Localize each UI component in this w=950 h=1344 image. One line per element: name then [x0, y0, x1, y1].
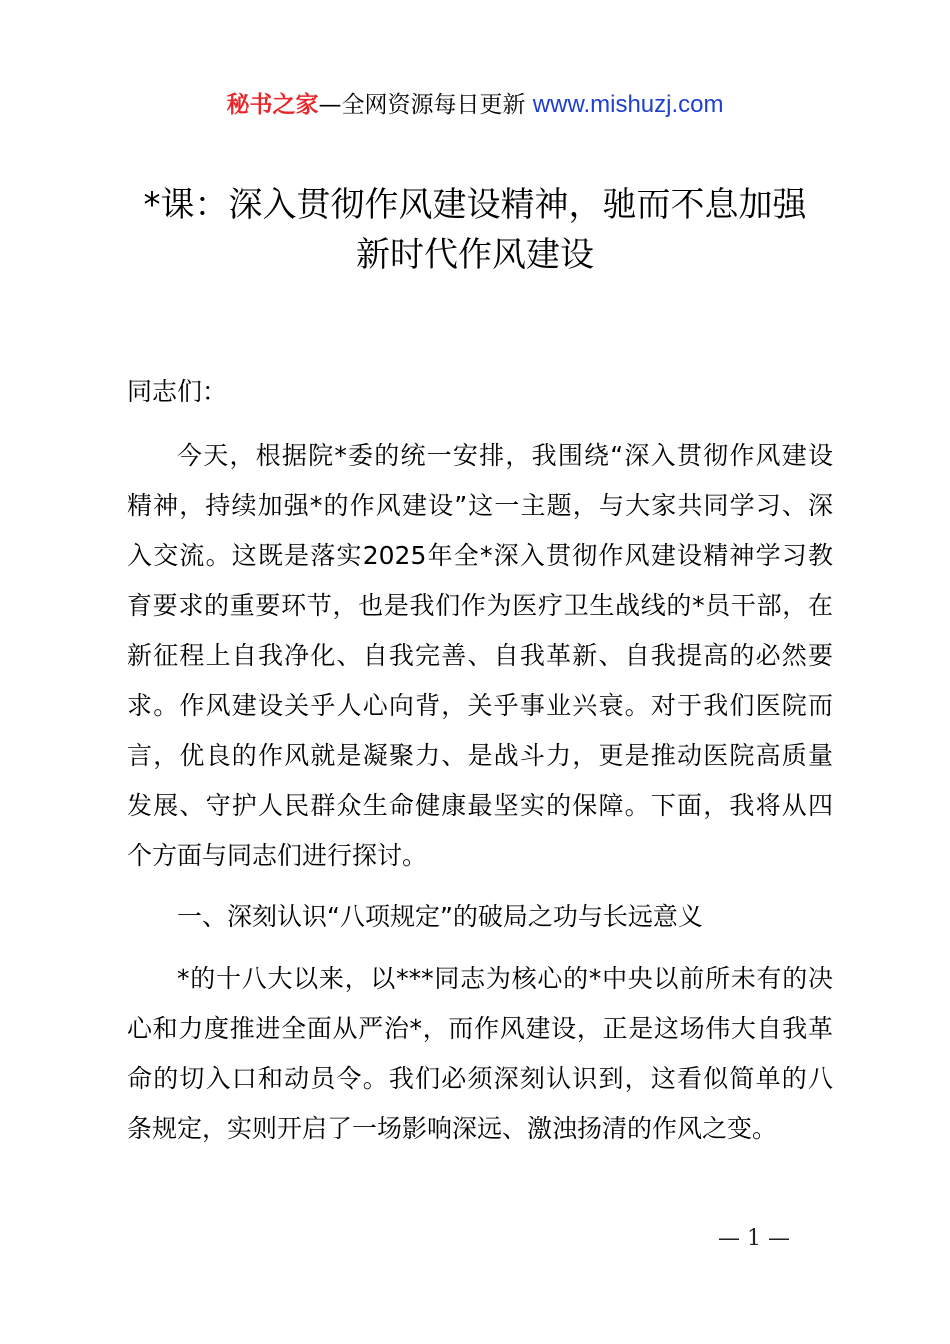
- paragraph-line: *的十八大以来，以***同志为核心的*中央以前所未有的决: [177, 964, 833, 993]
- paragraph-line: 心和力度推进全面从严治*，而作风建设，正是这场伟大自我革: [127, 1014, 833, 1043]
- paragraph-line: 发展、守护人民群众生命健康最坚实的保障。下面，我将从四: [127, 791, 833, 820]
- site-brand: 秘书之家: [226, 92, 319, 118]
- page-number: — 1 —: [718, 1226, 790, 1251]
- paragraph-introduction: [127, 431, 833, 881]
- paragraph-line: 个方面与同志们进行探讨。: [127, 841, 428, 870]
- paragraph-line: 命的切入口和动员令。我们必须深刻认识到，这看似简单的八: [127, 1064, 833, 1093]
- title-line-1: *课：深入贯彻作风建设精神，驰而不息加强: [143, 185, 807, 225]
- section-heading-1: 一、深刻认识“八项规定”的破局之功与长远意义: [177, 902, 703, 931]
- document-title: [95, 180, 855, 280]
- paragraph-line: 条规定，实则开启了一场影响深远、激浊扬清的作风之变。: [127, 1114, 778, 1143]
- site-url-link[interactable]: www.mishuzj.com: [532, 91, 724, 118]
- paragraph-line: 求。作风建设关乎人心向背，关乎事业兴衰。对于我们医院而: [127, 691, 833, 720]
- site-header: [0, 88, 950, 122]
- salutation: 同志们：: [127, 377, 228, 406]
- paragraph-line: 入交流。这既是落实2025年全*深入贯彻作风建设精神学习教: [127, 541, 833, 570]
- paragraph-line: 精神，持续加强*的作风建设”这一主题，与大家共同学习、深: [127, 491, 833, 520]
- paragraph-line: 今天，根据院*委的统一安排，我围绕“深入贯彻作风建设: [177, 441, 833, 470]
- site-tagline: —全网资源每日更新: [318, 92, 526, 118]
- paragraph-line: 育要求的重要环节，也是我们作为医疗卫生战线的*员干部，在: [127, 591, 833, 620]
- paragraph-line: 言，优良的作风就是凝聚力、是战斗力，更是推动医院高质量: [127, 741, 833, 770]
- paragraph-line: 新征程上自我净化、自我完善、自我革新、自我提高的必然要: [127, 641, 833, 670]
- paragraph-section-1: [127, 954, 833, 1154]
- title-line-2: 新时代作风建设: [356, 235, 594, 275]
